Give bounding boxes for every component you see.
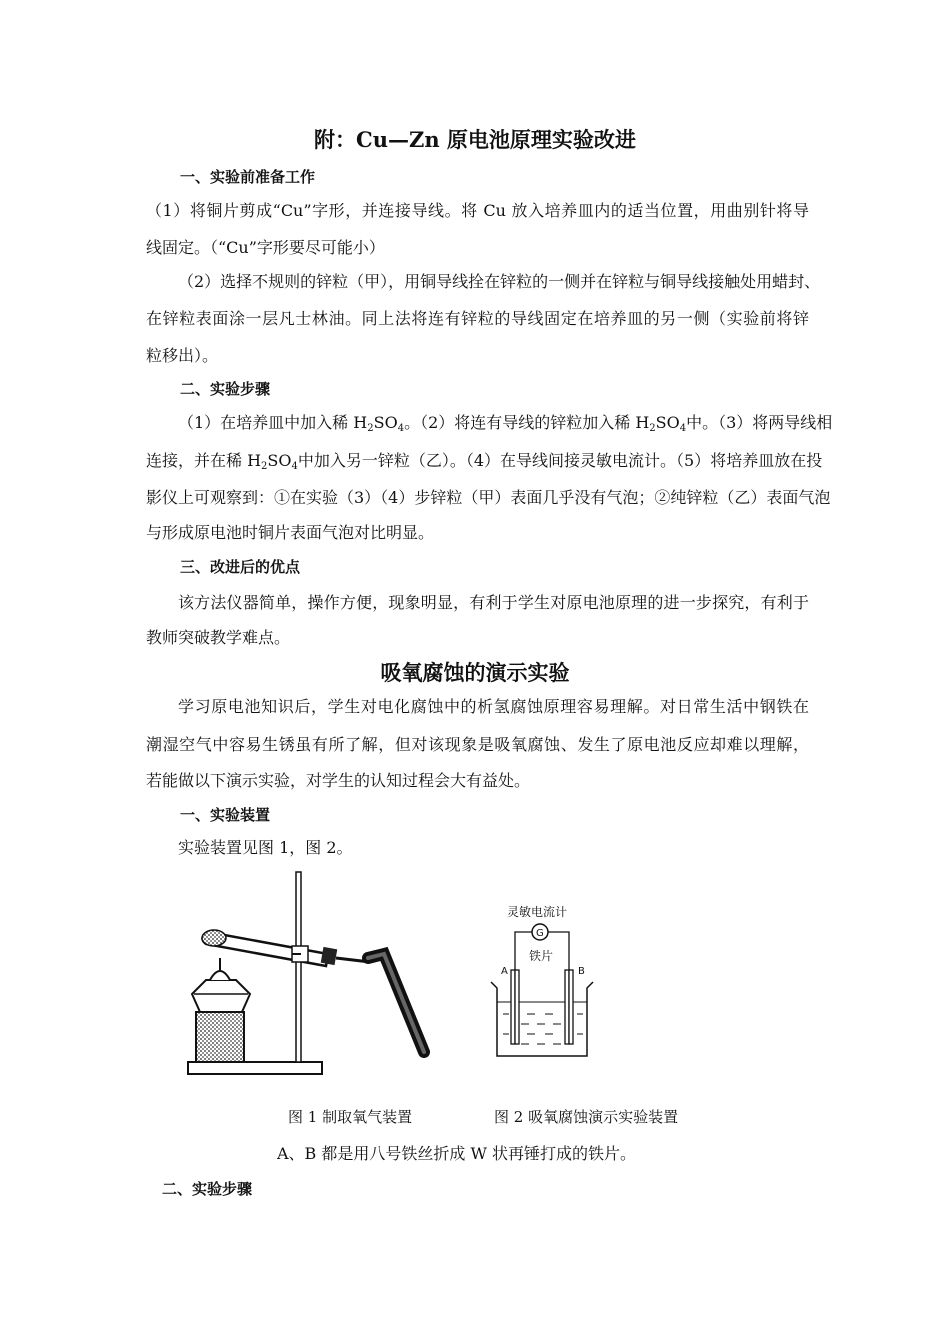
paragraph-line: （2）选择不规则的锌粒（甲），用铜导线拴在锌粒的一侧并在锌粒与铜导线接触处用蜡封、	[178, 272, 821, 291]
text-run: SO	[267, 451, 292, 470]
heading-steps-2: 二、实验步骤	[162, 1180, 253, 1198]
paragraph-line-formula	[178, 410, 832, 433]
paragraph-line: 线固定。（“Cu”字形要尽可能小）	[146, 238, 385, 257]
text-run: 连接，并在稀 H	[146, 451, 262, 470]
paragraph-line: 学习原电池知识后，学生对电化腐蚀中的析氢腐蚀原理容易理解。对日常生活中钢铁在	[178, 697, 809, 716]
heading-advantages: 三、改进后的优点	[180, 558, 301, 576]
figure-1-caption: 图 1 制取氧气装置	[288, 1108, 413, 1126]
title-oxygen-corrosion: 吸氧腐蚀的演示实验	[380, 660, 570, 685]
paragraph-line: 实验装置见图 1，图 2。	[178, 838, 353, 857]
electrode-b-label: B	[578, 966, 585, 977]
paragraph-line: 在锌粒表面涂一层凡士林油。同上法将连有锌粒的导线固定在培养皿的另一侧（实验前将锌	[146, 309, 809, 328]
iron-plate-label: 铁片	[529, 949, 554, 963]
subscript: 4	[679, 423, 687, 434]
subscript: 4	[397, 423, 405, 434]
galvanometer-label: 灵敏电流计	[507, 905, 568, 919]
paragraph-line: 粒移出）。	[146, 346, 219, 365]
paragraph-line: 影仪上可观察到：①在实验（3）（4）步锌粒（甲）表面几乎没有气泡；②纯锌粒（乙）表面气泡	[146, 488, 831, 507]
subscript: 4	[291, 461, 298, 472]
title-cu-zn: 附：Cu—Zn 原电池原理实验改进	[314, 127, 636, 152]
heading-preparation: 一、实验前准备工作	[180, 168, 316, 186]
paragraph-line: 该方法仪器简单，操作方便，现象明显，有利于学生对原电池原理的进一步探究，有利于	[178, 593, 809, 612]
paragraph-line-formula	[146, 448, 822, 471]
note-line: A、B 都是用八号铁丝折成 W 状再锤打成的铁片。	[277, 1144, 637, 1163]
subscript: 2	[649, 423, 656, 434]
heading-steps: 二、实验步骤	[180, 380, 271, 398]
figure-2-corrosion-apparatus	[485, 898, 595, 1066]
subscript: 2	[261, 461, 268, 472]
text-run: （1）在培养皿中加入稀 H	[178, 413, 368, 432]
figure-2-caption: 图 2 吸氧腐蚀演示实验装置	[494, 1108, 679, 1126]
galvanometer-symbol: G	[536, 928, 544, 939]
paragraph-line: 教师突破教学难点。	[146, 628, 291, 647]
paragraph-line: 潮湿空气中容易生锈虽有所了解，但对该现象是吸氧腐蚀、发生了原电池反应却难以理解，	[146, 735, 809, 754]
text-run: SO	[655, 413, 680, 432]
text-run: 中。（3）将两导线相	[686, 413, 833, 432]
paragraph-line: 若能做以下演示实验，对学生的认知过程会大有益处。	[146, 771, 531, 790]
subscript: 2	[367, 423, 374, 434]
figure-1-oxygen-apparatus	[180, 866, 440, 1084]
text-run: SO	[373, 413, 398, 432]
paragraph-line: 与形成原电池时铜片表面气泡对比明显。	[146, 523, 435, 542]
heading-apparatus: 一、实验装置	[180, 806, 271, 824]
text-run: 中加入另一锌粒（乙）。（4）在导线间接灵敏电流计。（5）将培养皿放在投	[297, 451, 823, 470]
paragraph-line: （1）将铜片剪成“Cu”字形，并连接导线。将 Cu 放入培养皿内的适当位置，用曲别针将导	[146, 201, 809, 220]
electrode-a-label: A	[501, 966, 508, 977]
text-run: 。（2）将连有导线的锌粒加入稀 H	[404, 413, 650, 432]
